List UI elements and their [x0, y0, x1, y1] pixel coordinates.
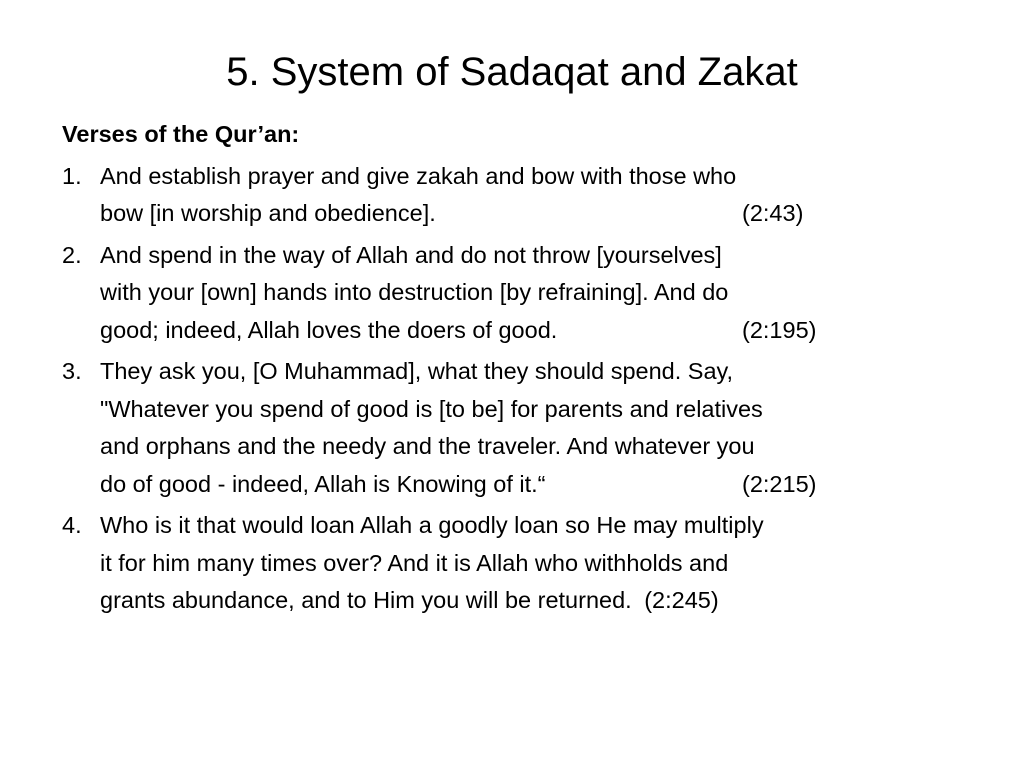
- verse-line-text: bow [in worship and obedience].: [100, 200, 436, 226]
- slide-title: 5. System of Sadaqat and Zakat: [226, 50, 798, 94]
- verse-line: with your [own] hands into destruction [by refraining]. And do: [100, 279, 729, 305]
- verse-line: [100, 195, 972, 233]
- verse-reference: (2:245): [644, 587, 719, 613]
- verse-line: it for him many times over? And it is Allah who withholds and: [100, 549, 729, 576]
- verse-number: 4.: [62, 512, 82, 538]
- verse-line: [100, 466, 972, 504]
- verse-list: [62, 158, 972, 620]
- verse-reference: (2:215): [742, 470, 817, 497]
- slide-content: [62, 116, 972, 624]
- verse-line: [100, 312, 972, 350]
- verse-item: [62, 237, 972, 350]
- verse-number: 2.: [62, 241, 82, 268]
- verse-reference: (2:195): [742, 316, 817, 343]
- verse-line: "Whatever you spend of good is [to be] for parents and relatives: [100, 395, 763, 422]
- verse-number: 3.: [62, 358, 82, 384]
- verse-line-text: good; indeed, Allah loves the doers of good.: [100, 316, 558, 343]
- section-heading: Verses of the Qur’an:: [62, 121, 300, 147]
- verse-item: [62, 507, 972, 620]
- verse-line: Who is it that would loan Allah a goodly loan so He may multiply: [100, 512, 764, 538]
- verse-line-text: grants abundance, and to Him you will be returned.: [100, 587, 632, 613]
- verse-line: And spend in the way of Allah and do not throw [yourselves]: [100, 241, 722, 268]
- verse-line: And establish prayer and give zakah and bow with those who: [100, 162, 737, 189]
- verse-number: 1.: [62, 162, 82, 189]
- verse-line: [100, 582, 972, 620]
- verse-line: and orphans and the needy and the traveler. And whatever you: [100, 433, 755, 459]
- verse-reference: (2:43): [742, 200, 804, 226]
- verse-line: They ask you, [O Muhammad], what they should spend. Say,: [100, 358, 734, 384]
- verse-line-text: do of good - indeed, Allah is Knowing of it.“: [100, 470, 546, 497]
- verse-item: [62, 353, 972, 503]
- verse-item: [62, 158, 972, 233]
